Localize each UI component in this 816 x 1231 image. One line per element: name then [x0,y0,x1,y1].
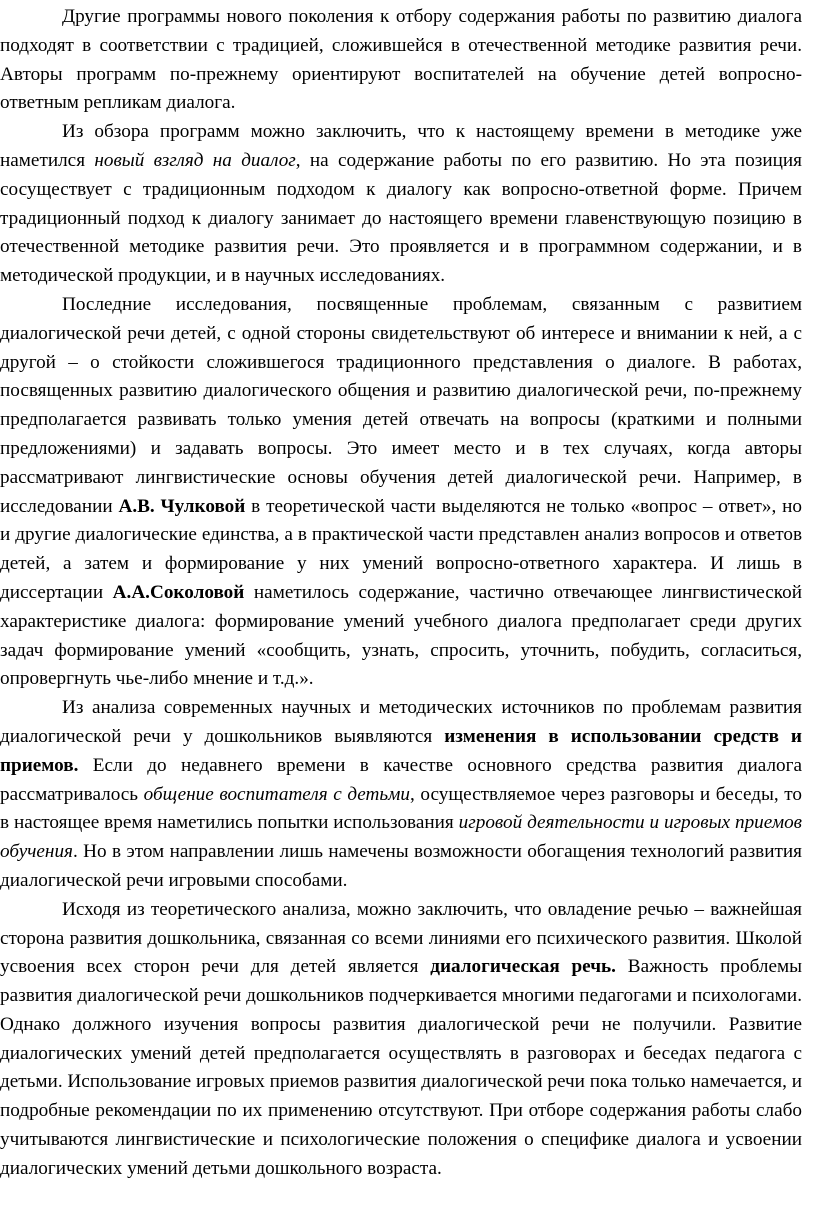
bold-phrase-changes: изменения в использовании средств и приемов. [0,725,802,776]
paragraph-text: Если до недавнего времени в качестве основного средства развития диалога рассматривалось [0,754,802,805]
paragraph-text: Из анализа современных научных и методических источников по проблемам развития диалогической речи у дошкольников выявляются [0,697,802,747]
paragraph-text: Исходя из теоретического анализа, можно заключить, что овладение речью – важнейшая сторона развития дошкольника, связанная со всеми линиями его психического развития. Школой усвоения всех сторон речи для детей является [0,898,802,978]
paragraph-5 [0,896,802,1184]
paragraph-2 [0,118,802,291]
paragraph-text: Другие программы нового поколения к отбору содержания работы по развитию диалога подходят в соответствии с традицией, сложившейся в отечественной методике развития речи. Авторы программ по-прежнему ориентируют воспитателей на обучение детей вопросно-ответным репликам диалога. [0,6,802,114]
italic-phrase-communication: общение воспитателя с детьми [143,783,410,805]
paragraph-text: , осуществляемое через разговоры и беседы, то в настоящее время наметились попытки использования [0,783,803,834]
bold-author-chulkova: А.В. Чулковой [118,495,246,517]
paragraph-1 [0,3,802,118]
paragraph-text: Последние исследования, посвященные проблемам, связанным с развитием диалогической речи детей, с одной стороны свидетельствуют об интересе и внимании к ней, а с другой – о стойкости сложившегося традиционного представления о диалоге. В работах, посвященных развитию диалогического общения и развитию диалогической речи, по-прежнему предполагается развивать только умения детей отвечать на вопросы (краткими и полными предложениями) и задавать вопросы. Это имеет место и в тех случаях, когда авторы рассматривают лингвистические основы обучения детей диалогической речи. Например, в исследовании [0,293,802,517]
paragraph-4 [0,694,802,896]
paragraph-text: Из обзора программ можно заключить, что к настоящему времени в методике уже наметился [0,121,802,171]
paragraph-text: . Но в этом направлении лишь намечены возможности обогащения технологий развития диалогической речи игровыми способами. [0,841,802,891]
paragraph-text: Важность проблемы развития диалогической речи дошкольников подчеркивается многими педагогами и психологами. Однако должного изучения вопросы развития диалогической речи не получили. Развитие диалогических умений детей предполагается осуществлять в разговорах и беседах педагога с детьми. Использование игровых приемов развития диалогической речи пока только намечается, и подробные рекомендации по их применению отсутствуют. При отборе содержания работы слабо учитываются лингвистические и психологические положения о специфике диалога и усвоении диалогических умений детьми дошкольного возраста. [0,956,803,1179]
italic-phrase-game-activity: игровой деятельности и игровых приемов обучения [0,812,802,863]
paragraph-text: в теоретической части выделяются не только «вопрос – ответ», но и другие диалогические единства, а в практической части представлен анализ вопросов и ответов детей, а затем и формирование у них умений вопросно-ответного характера. И лишь в диссертации [0,495,802,603]
paragraph-text: , на содержание работы по его развитию. Но эта позиция сосуществует с традиционным подходом к диалогу как вопросно-ответной форме. Причем традиционный подход к диалогу занимает до настоящего времени главенствующую позицию в отечественной методике развития речи. Это проявляется и в программном содержании, и в методической продукции, и в научных исследованиях. [0,149,802,287]
bold-author-sokolova: А.А.Соколовой [112,581,245,603]
paragraph-3 [0,291,802,694]
italic-phrase-new-view: новый взгляд на диалог [94,149,296,171]
paragraph-text: наметилось содержание, частично отвечающее лингвистической характеристике диалога: формирование умений учебного диалога предполагает среди других задач формирование умений «сообщить, узнать, спросить, уточнить, побудить, согласиться, опровергнуть чье-либо мнение и т.д.». [0,581,802,690]
bold-phrase-dialogic-speech: диалогическая речь. [430,956,616,978]
